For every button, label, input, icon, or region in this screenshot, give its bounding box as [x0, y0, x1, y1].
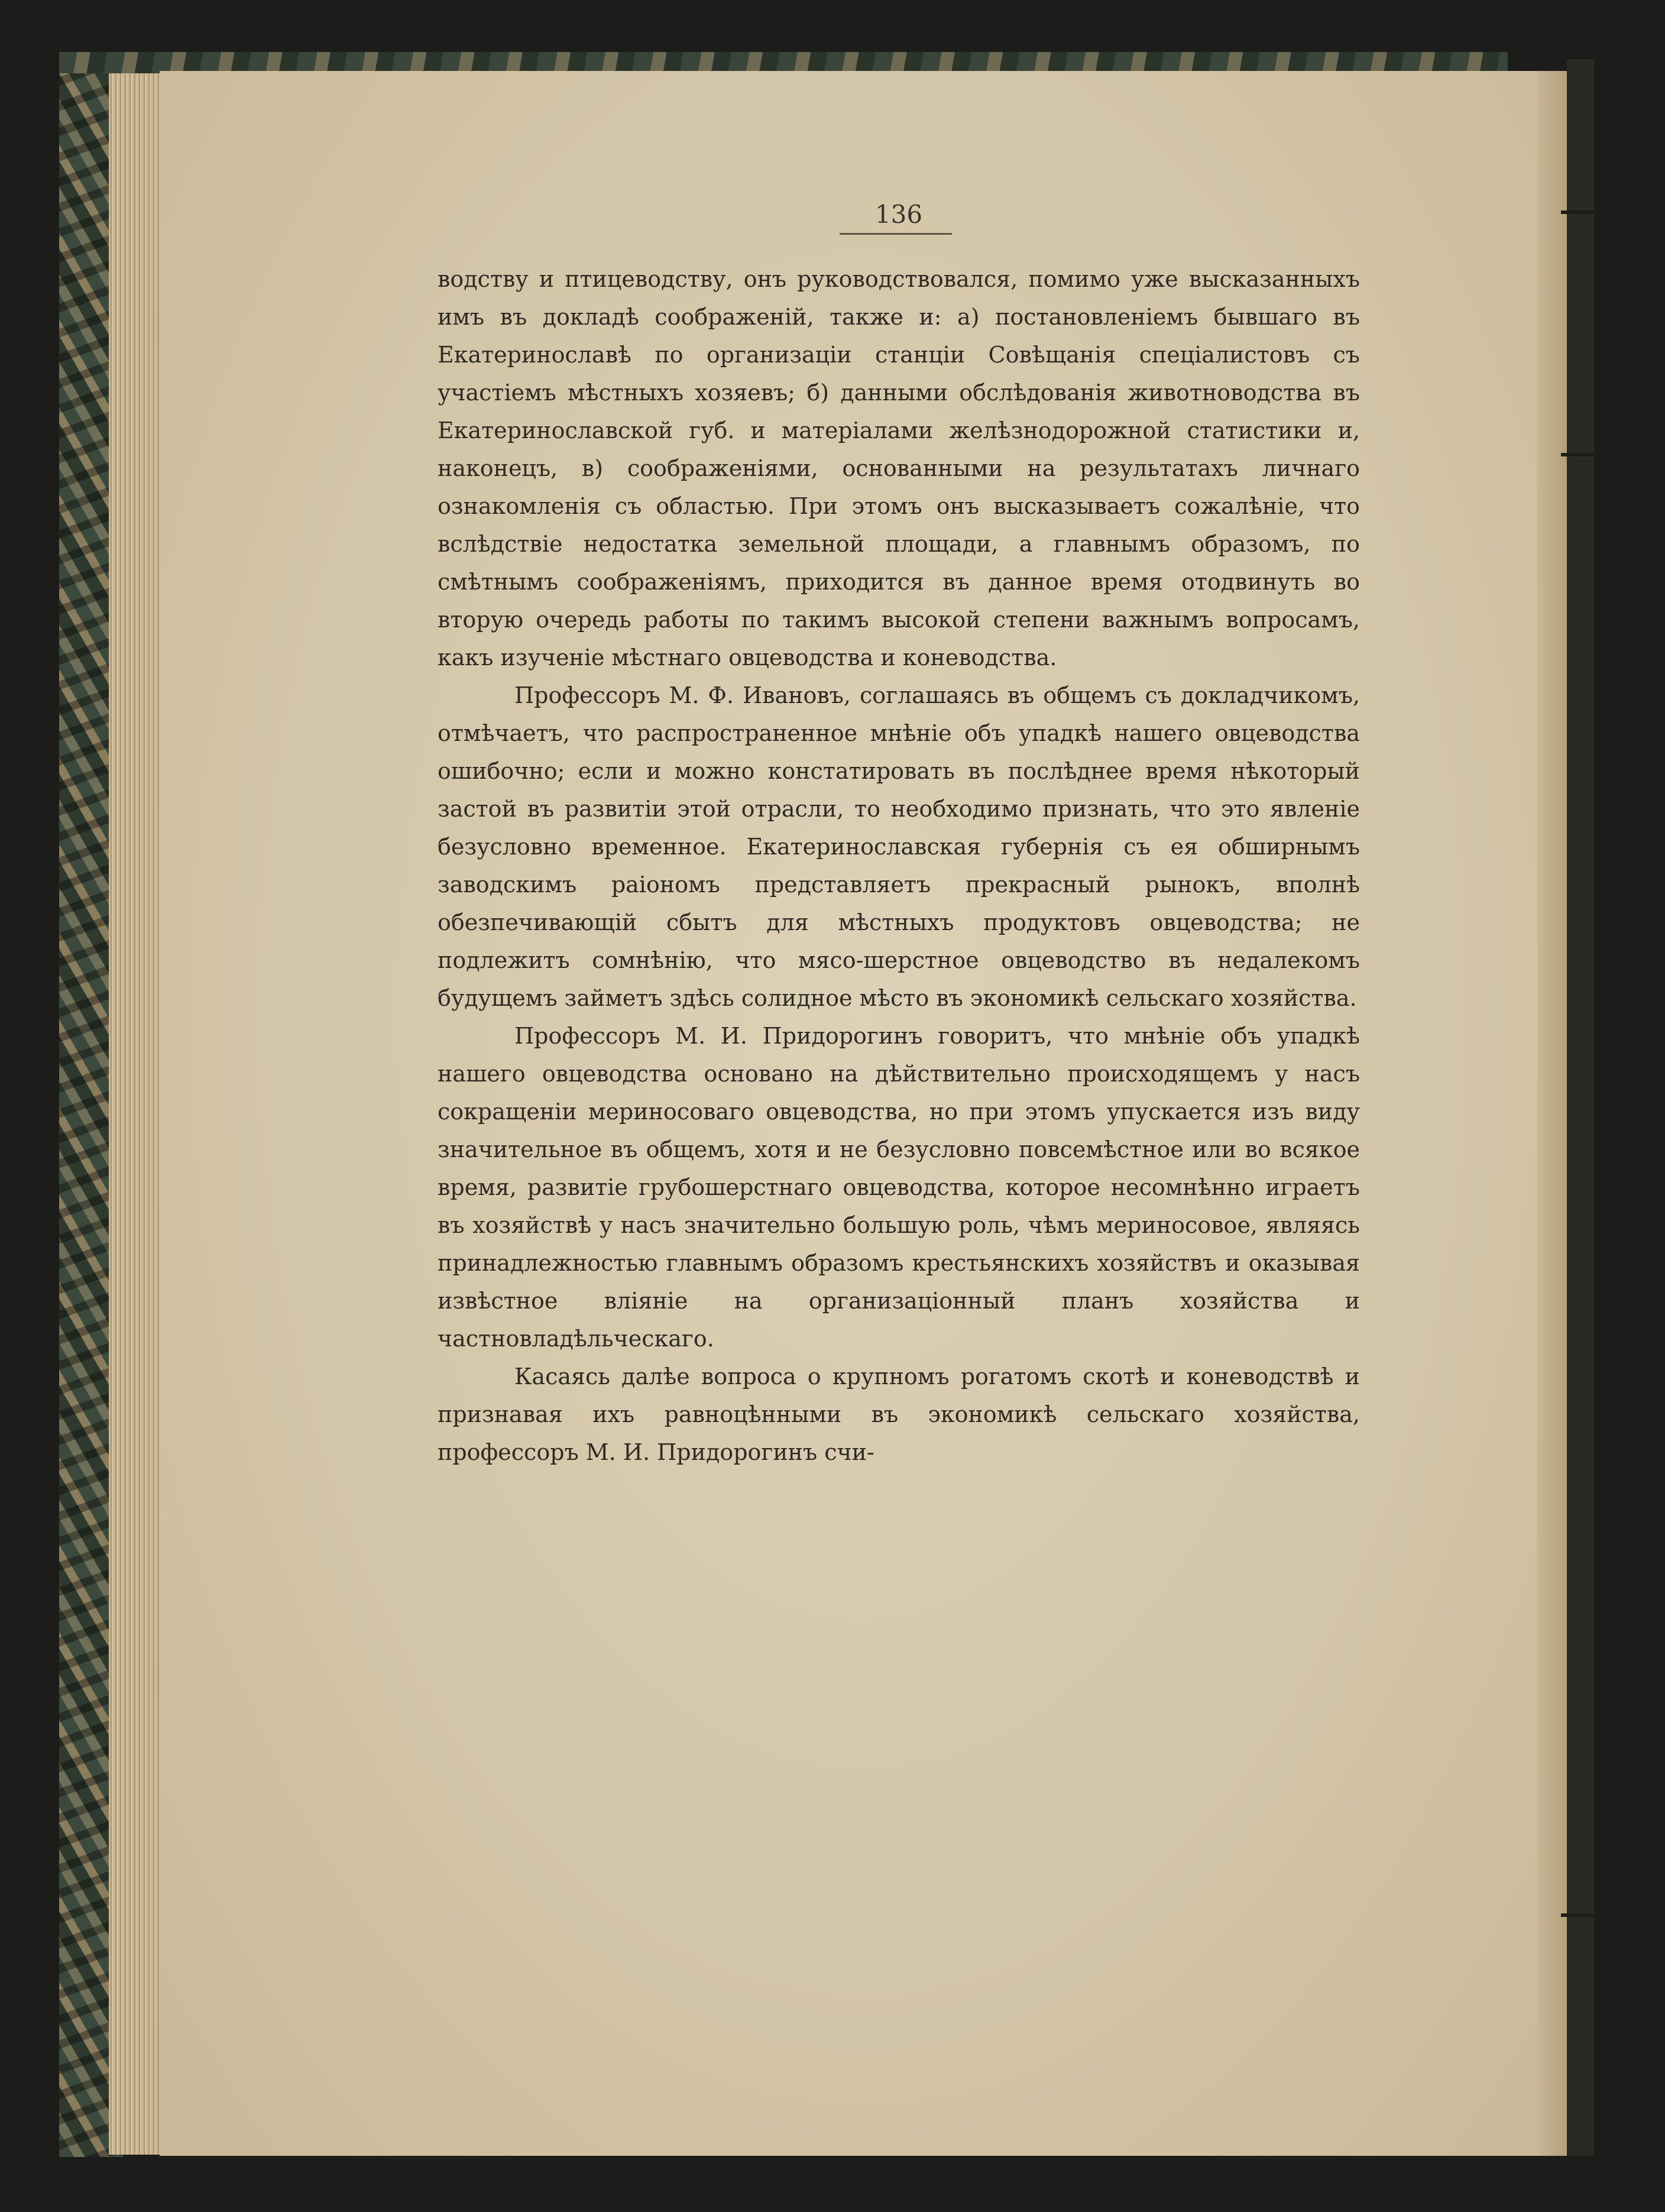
right-binding-edge — [1567, 59, 1594, 2156]
edge-marker — [1561, 1913, 1594, 1917]
edge-marker — [1561, 210, 1594, 214]
page-number: 136 — [874, 200, 923, 229]
cover-top-edge — [59, 52, 1508, 73]
page-edges — [109, 73, 166, 2155]
page-number-rule — [840, 233, 952, 235]
paragraph: Профессоръ М. Ф. Ивановъ, соглашаясь въ общемъ съ докладчикомъ, отмѣчаетъ, что распространенное мнѣніе объ упадкѣ нашего овцеводства ошибочно; если и можно констатировать въ послѣднее время нѣкоторый застой въ развитіи этой отрасли, то необходимо признать, что это явленіе безусловно временное. Екатеринославская губернія съ ея обширнымъ заводскимъ раіономъ представляетъ прекрасный рынокъ, вполнѣ обезпечивающій сбытъ для мѣстныхъ продуктовъ овцеводства; не подлежитъ сомнѣнію, что мясо-шерстное овцеводство въ недалекомъ будущемъ займетъ здѣсь солидное мѣсто въ экономикѣ сельскаго хозяйства. — [438, 682, 1360, 1011]
page-right-strip — [1537, 71, 1567, 2156]
page-body — [438, 260, 1360, 1471]
paragraph: Профессоръ М. И. Придорогинъ говоритъ, что мнѣніе объ упадкѣ нашего овцеводства основано на дѣйствительно происходящемъ у насъ сокращеніи мериносоваго овцеводства, но при этомъ упускается изъ виду значительное въ общемъ, хотя и не безусловно повсемѣстное или во всякое время, развитіе грубошерстнаго овцеводства, которое несомнѣнно играетъ въ хозяйствѣ у насъ значительно большую роль, чѣмъ мериносовое, являясь принадлежностью главнымъ образомъ крестьянскихъ хозяйствъ и оказывая извѣстное вліяніе на организаціонный планъ хозяйства и частновладѣльческаго. — [438, 1023, 1360, 1352]
paragraph: водству и птицеводству, онъ руководствовался, помимо уже высказанныхъ имъ въ докладѣ соображеній, также и: а) постановленіемъ бывшаго въ Екатеринославѣ по организаціи станціи Совѣщанія спеціалистовъ съ участіемъ мѣстныхъ хозяевъ; б) данными обслѣдованія животноводства въ Екатеринославской губ. и матеріалами желѣзнодорожной статистики и, наконецъ, в) соображеніями, основанными на результатахъ личнаго ознакомленія съ областью. При этомъ онъ высказываетъ сожалѣніе, что вслѣдствіе недостатка земельной площади, а главнымъ образомъ, по смѣтнымъ соображеніямъ, приходится въ данное время отодвинуть во вторую очередь работы по такимъ высокой степени важнымъ вопросамъ, какъ изученіе мѣстнаго овцеводства и коневодства. — [438, 266, 1360, 671]
paragraph: Касаясь далѣе вопроса о крупномъ рогатомъ скотѣ и коневодствѣ и признавая ихъ равноцѣнными въ экономикѣ сельскаго хозяйства, профессоръ М. И. Придорогинъ счи- — [438, 1364, 1360, 1465]
edge-marker — [1561, 453, 1594, 456]
